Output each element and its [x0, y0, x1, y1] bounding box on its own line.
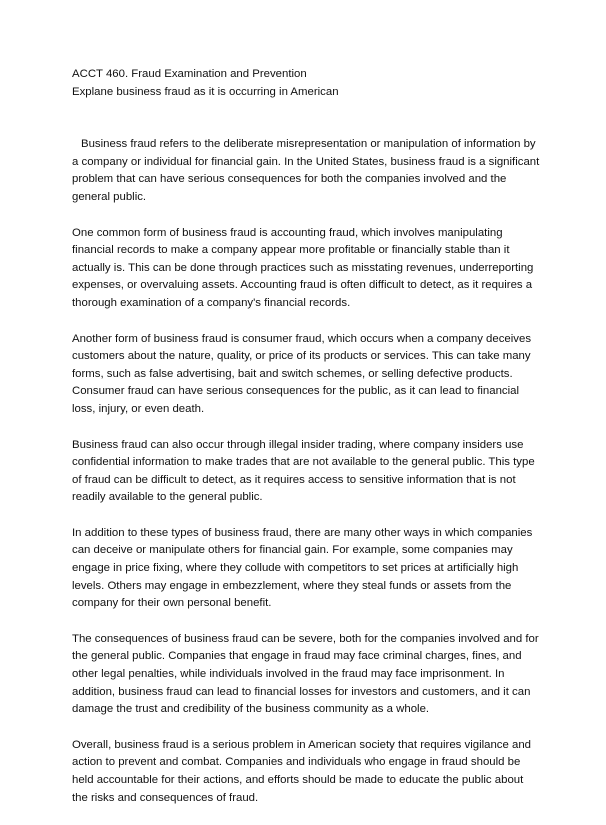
essay-body	[72, 136, 542, 807]
paragraph-introduction: Business fraud refers to the deliberate misrepresentation or manipulation of information by a company or individual for financial gain. In the United States, business fraud is a significant problem that can have serious consequences for both the companies involved and the general public.	[72, 138, 540, 203]
paragraph-consumer-fraud: Another form of business fraud is consumer fraud, which occurs when a company deceives customers about the nature, quality, or price of its products or services. This can take many forms, such as false advertising, bait and switch schemes, or selling defective products. Consumer fraud can have serious consequences for the public, as it can lead to financial loss, injury, or even death.	[72, 332, 532, 415]
paragraph-conclusion: Overall, business fraud is a serious problem in American society that requires vigilance and action to prevent and combat. Companies and individuals who engage in fraud should be held accountable for their actions, and efforts should be made to educate the public about the risks and consequences of fraud.	[72, 738, 532, 804]
course-title: ACCT 460. Fraud Examination and Prevention	[72, 68, 307, 80]
paragraph-accounting-fraud: One common form of business fraud is accounting fraud, which involves manipulating financial records to make a company appear more profitable or financially stable than it actually is. This can be done through practices such as misstating revenues, underreporting expenses, or overvaluing assets. Accounting fraud is often difficult to detect, as it requires a thorough examination of a company's financial records.	[72, 226, 534, 309]
assignment-prompt: Explane business fraud as it is occurring in American	[72, 85, 339, 98]
paragraph-consequences: The consequences of business fraud can be severe, both for the companies involved and for the general public. Companies that engage in fraud may face criminal charges, fines, and other legal penalties, while individuals involved in the fraud may face imprisonment. In addition, business fraud can lead to financial losses for investors and customers, and it can damage the trust and credibility of the business community as a whole.	[72, 632, 539, 716]
document-page	[72, 66, 542, 825]
paragraph-other-fraud: In addition to these types of business fraud, there are many other ways in which companies can deceive or manipulate others for financial gain. For example, some companies may engage in price fixing, where they collude with competitors to set prices at artificially high levels. Others may engage in embezzlement, where they steal funds or assets from the company for their own personal benefit.	[72, 526, 533, 610]
paragraph-insider-trading: Business fraud can also occur through illegal insider trading, where company insiders use confidential information to make trades that are not available to the general public. This type of fraud can be difficult to detect, as it requires access to sensitive information that is not readily available to the general public.	[72, 438, 535, 504]
